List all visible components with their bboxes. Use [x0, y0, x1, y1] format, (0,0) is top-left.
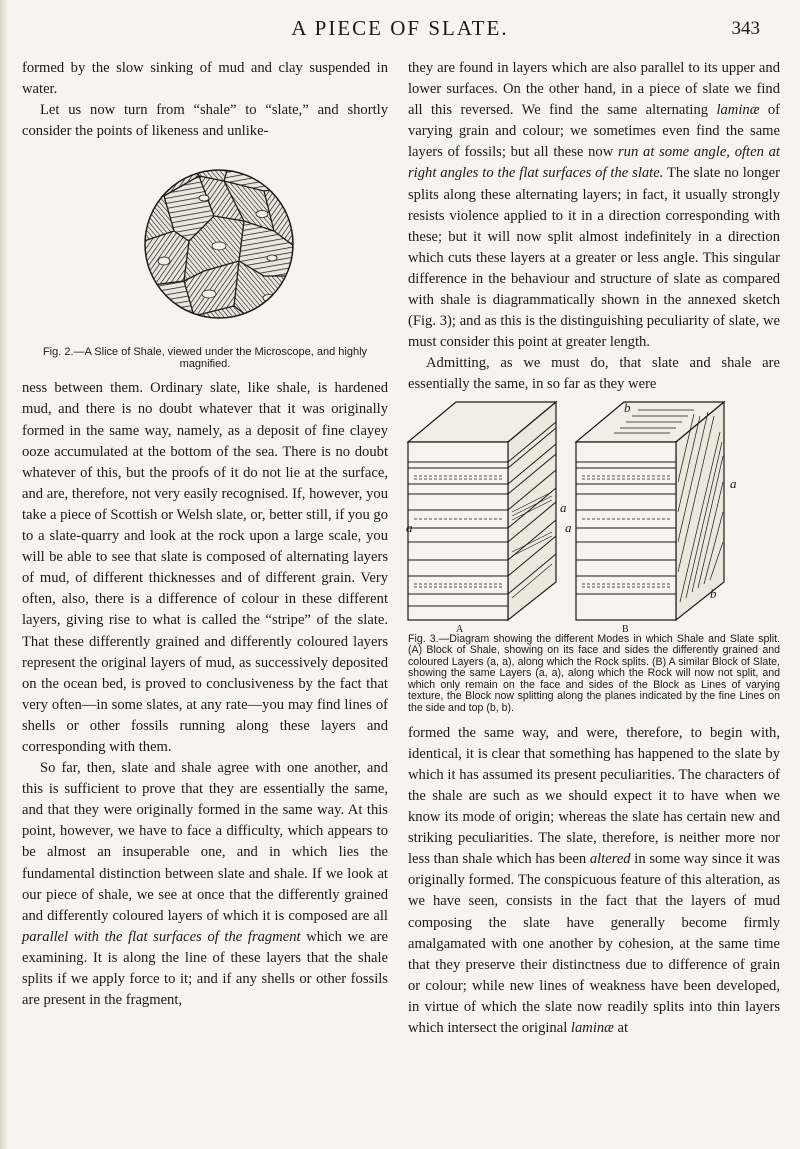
figure-2 [22, 146, 388, 342]
paragraph [408, 58, 780, 353]
shale-slate-block-diagram [406, 399, 780, 635]
figure-2-caption: Fig. 2.—A Slice of Shale, viewed under the Microscope, and highly magnified. [42, 346, 368, 371]
text-run: in some way since it was originally formed. The conspicuous feature of this alteration, as we have seen, consists in the fact that the layers of mud composing the slate have generally become firmly amalgamated with one another by cohesion, at the same time that they preserve their distinctness due to difference of grain or colour; while new lines of weakness have been developed, in virtue of which the slate now readily splits into thin layers which intersect the original [408, 851, 781, 1036]
text-run: which we are examining. It is along the line of these layers that the shale splits if we apply force to it; and if any shells or other fossils are present in the fragment, [22, 928, 388, 1009]
label-b-top: b [624, 399, 631, 415]
page-edge-shadow [0, 0, 8, 1149]
label-block-b: B [622, 623, 629, 635]
text-run: So far, then, slate and shale agree with one another, and this is sufficient to prove that they are essentially the same, and that they were originally formed in the same way. At this point, however, we have to face a difficulty, which appears to be almost an insuperable one, and in which lies the fundamental distinction between slate and shale. If we look at our piece of shale, we see at once that the differently grained and differently coloured layers of which it is composed are all [22, 760, 388, 924]
page-header [0, 8, 800, 48]
left-column [22, 58, 388, 1011]
paragraph: Let us now turn from “shale” to “slate,” and shortly consider the points of likeness and unlike- [22, 102, 388, 140]
italic-text: parallel with the flat surfaces of the fragment [22, 928, 301, 945]
paragraph [22, 758, 388, 1011]
label-block-a: A [456, 623, 464, 635]
label-a-block-a: a [560, 499, 567, 515]
label-a-left: a [406, 519, 413, 535]
italic-text: run at some angle, often at right angles to the flat surfaces of the slate. [408, 144, 780, 182]
page-number: 343 [731, 18, 760, 39]
microscope-shale-slice-illustration [144, 146, 294, 342]
figure-3-caption: Fig. 3.—Diagram showing the different Modes in which Shale and Slate split. (A) Block of Shale, showing on its face and sides the differently grained and coloured Layers (a, a), along which the Rock splits. (B) A similar Block of Slate, showing the same Layers (a, a), along which the Rock will now not split, and which only remain on the face and sides of the Block as Lines of varying texture, the Block now splitting along the planes indicated by the fine Lines on the side and top (b, b). [408, 632, 780, 715]
label-a-right: a [730, 475, 737, 491]
text-run: of varying grain and colour; we sometimes even find the same layers of fossils; but all these now [408, 102, 780, 161]
figure-3 [406, 399, 780, 635]
text-run: they are found in layers which are also parallel to its upper and lower surfaces. On the other hand, in a piece of slate we find all this reversed. We find the same alternating [408, 60, 780, 119]
text-run: formed the same way, and were, therefore, to begin with, identical, it is clear that something has happened to the slate by which it has assumed its present peculiarities. The characters of the shale are such as we should expect it to have when we know its mode of origin; whereas the slate has certain new and striking peculiarities. The slate, therefore, is neither more nor less than shale which has been [408, 724, 780, 868]
text-run: The slate no longer splits along these alternating layers; in fact, it usually strongly resists violence applied to it in a direction corresponding with these; but it will now split almost indefinitely in a direction which cuts these layers at a greater or less angle. This singular difference in the behaviour and structure of slate as compared with shale is diagrammatically shown in the annexed sketch (Fig. 3); and as this is the distinguishing peculiarity of slate, we must consider this point at greater length. [408, 165, 780, 351]
paragraph: Admitting, as we must do, that slate and shale are essentially the same, in so far as they were [408, 355, 780, 393]
paragraph [408, 723, 780, 1039]
label-a-block-b: a [565, 519, 572, 535]
italic-text: altered [589, 851, 631, 868]
running-title: A PIECE OF SLATE. [291, 16, 509, 40]
text-run: at [613, 1019, 629, 1036]
paragraph: formed by the slow sinking of mud and clay suspended in water. [22, 60, 388, 98]
italic-text: laminæ [570, 1019, 614, 1036]
italic-text: laminæ [716, 102, 760, 119]
label-b-side: b [710, 585, 717, 601]
block-b [576, 399, 724, 620]
paragraph: ness between them. Ordinary slate, like shale, is hardened mud, and there is no doubt whatever that it was originally formed in the same way, namely, as a deposit of fine clayey ooze accumulated at the bottom of the sea. There is no doubt whatever of this, but the proofs of it do not lie at the surface, and are, therefore, not very easily recognised. If, however, you take a piece of Scottish or Welsh slate, or, better still, if you go to a slate-quarry and look at the rock upon a large scale, you will be able to see that slate is composed of alternating layers of mud, of different thicknesses and of different grain. Very often, also, there is a difference of colour in these different layers, giving rise to what is called the “stripe” of the slate. That these differently grained and differently coloured layers represent the original layers of mud, as successively deposited on the ocean bed, is proved to conclusiveness by the fact that very often—in some slates, at any rate—you may find lines of shells or other fossils running along these layers and corresponding with them. [22, 380, 388, 755]
block-a [408, 402, 556, 620]
right-column [408, 58, 780, 1039]
